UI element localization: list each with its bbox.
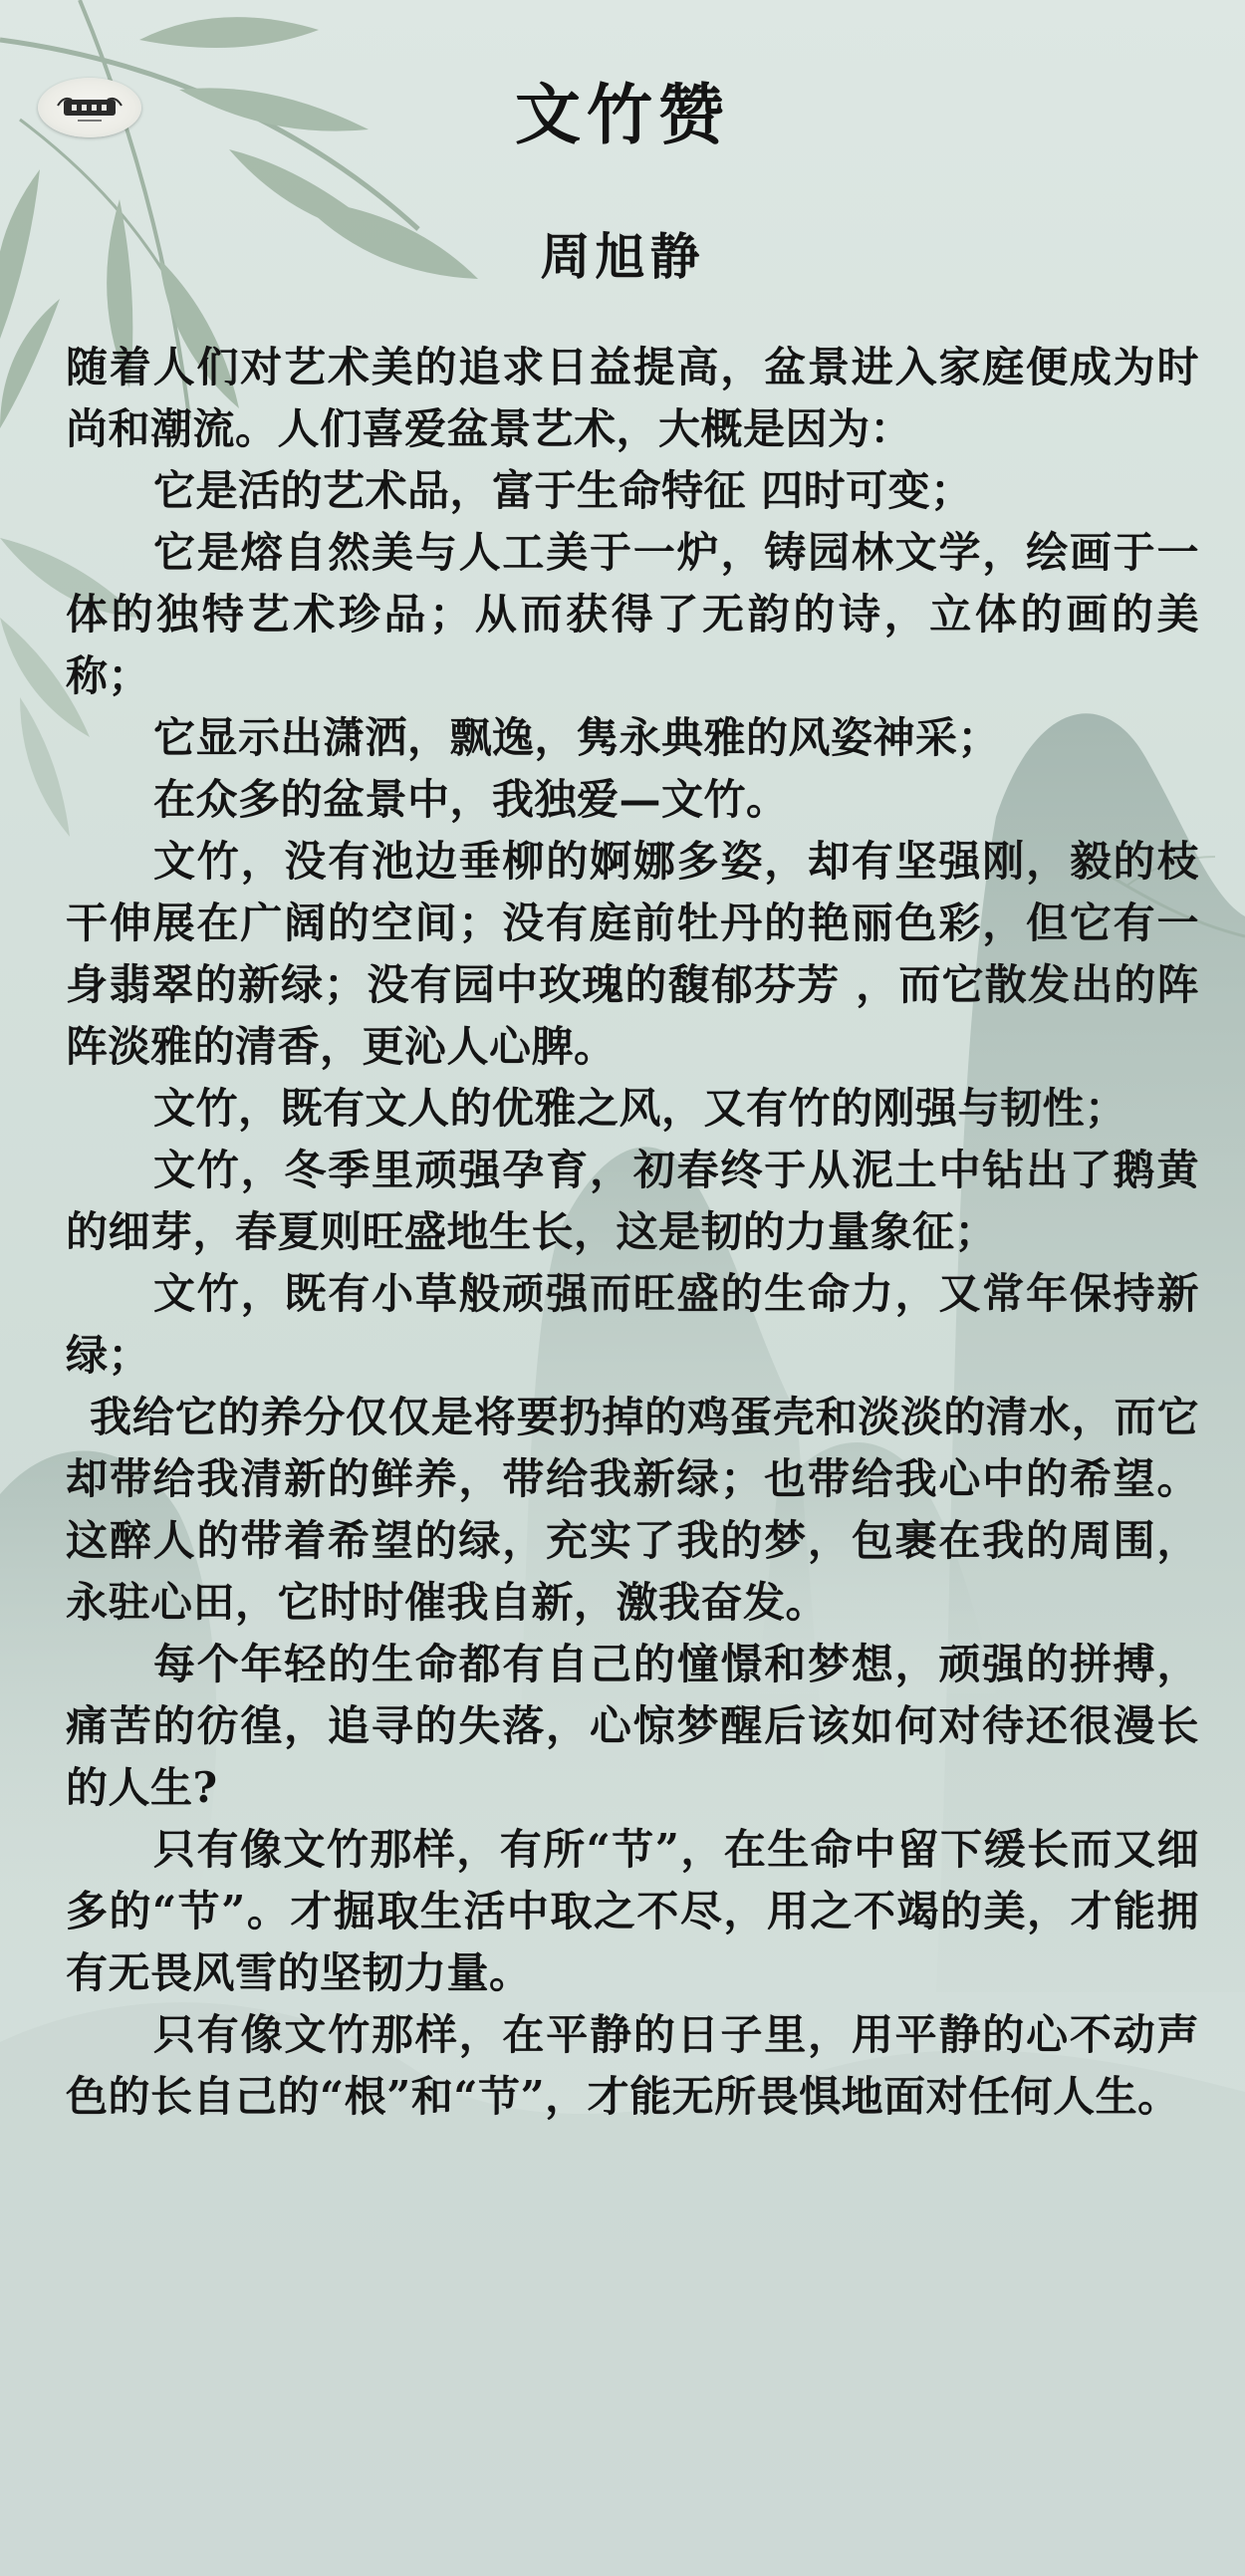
paragraph: 我给它的养分仅仅是将要扔掉的鸡蛋壳和淡淡的清水，而它却带给我清新的鲜养，带给我新绿；也带给我心中的希望。这醉人的带着希望的绿，充实了我的梦，包裹在我的周围，永驻心田，它时时催我自新，激我奋发。 bbox=[66, 1393, 1199, 1627]
paragraph: 它显示出潇洒，飘逸，隽永典雅的风姿神采； bbox=[153, 713, 1001, 762]
article-body bbox=[66, 337, 1199, 2128]
paragraph: 只有像文竹那样，有所“节”，在生命中留下缓长而又细多的“节”。才掘取生活中取之不尽，用之不竭的美，才能拥有无畏风雪的坚韧力量。 bbox=[66, 1825, 1199, 1997]
paragraph: 只有像文竹那样，在平静的日子里，用平静的心不动声色的长自己的“根”和“节”，才能无所畏惧地面对任何人生。 bbox=[66, 2010, 1199, 2121]
paragraph: 文竹，既有小草般顽强而旺盛的生命力，又常年保持新绿； bbox=[66, 1269, 1199, 1380]
paragraph: 文竹，冬季里顽强孕育，初春终于从泥土中钻出了鹅黄的细芽，春夏则旺盛地生长，这是韧的力量象征； bbox=[66, 1146, 1199, 1256]
page-title: 文竹赞 bbox=[515, 76, 730, 153]
author-name: 周旭静 bbox=[540, 227, 705, 286]
paragraph: 在众多的盆景中，我独爱—文竹。 bbox=[153, 775, 789, 824]
paragraph: 它是活的艺术品，富于生命特征 四时可变； bbox=[153, 466, 973, 515]
paragraph: 文竹，没有池边垂柳的婀娜多姿，却有坚强刚，毅的枝干伸展在广阔的空间；没有庭前牡丹的艳丽色彩，但它有一身翡翠的新绿；没有园中玫瑰的馥郁芬芳 ，而它散发出的阵阵淡雅的清香，更沁人心脾。 bbox=[66, 837, 1199, 1071]
paragraph: 文竹，既有文人的优雅之风，又有竹的刚强与韧性； bbox=[153, 1084, 1127, 1133]
paragraph: 它是熔自然美与人工美于一炉，铸园林文学，绘画于一体的独特艺术珍品；从而获得了无韵的诗，立体的画的美称； bbox=[66, 528, 1199, 700]
paragraph: 每个年轻的生命都有自己的憧憬和梦想，顽强的拼搏，痛苦的彷徨，追寻的失落，心惊梦醒后该如何对待还很漫长的人生? bbox=[66, 1640, 1199, 1812]
paragraph: 随着人们对艺术美的追求日益提高，盆景进入家庭便成为时尚和潮流。人们喜爱盆景艺术，大概是因为： bbox=[66, 343, 1199, 453]
